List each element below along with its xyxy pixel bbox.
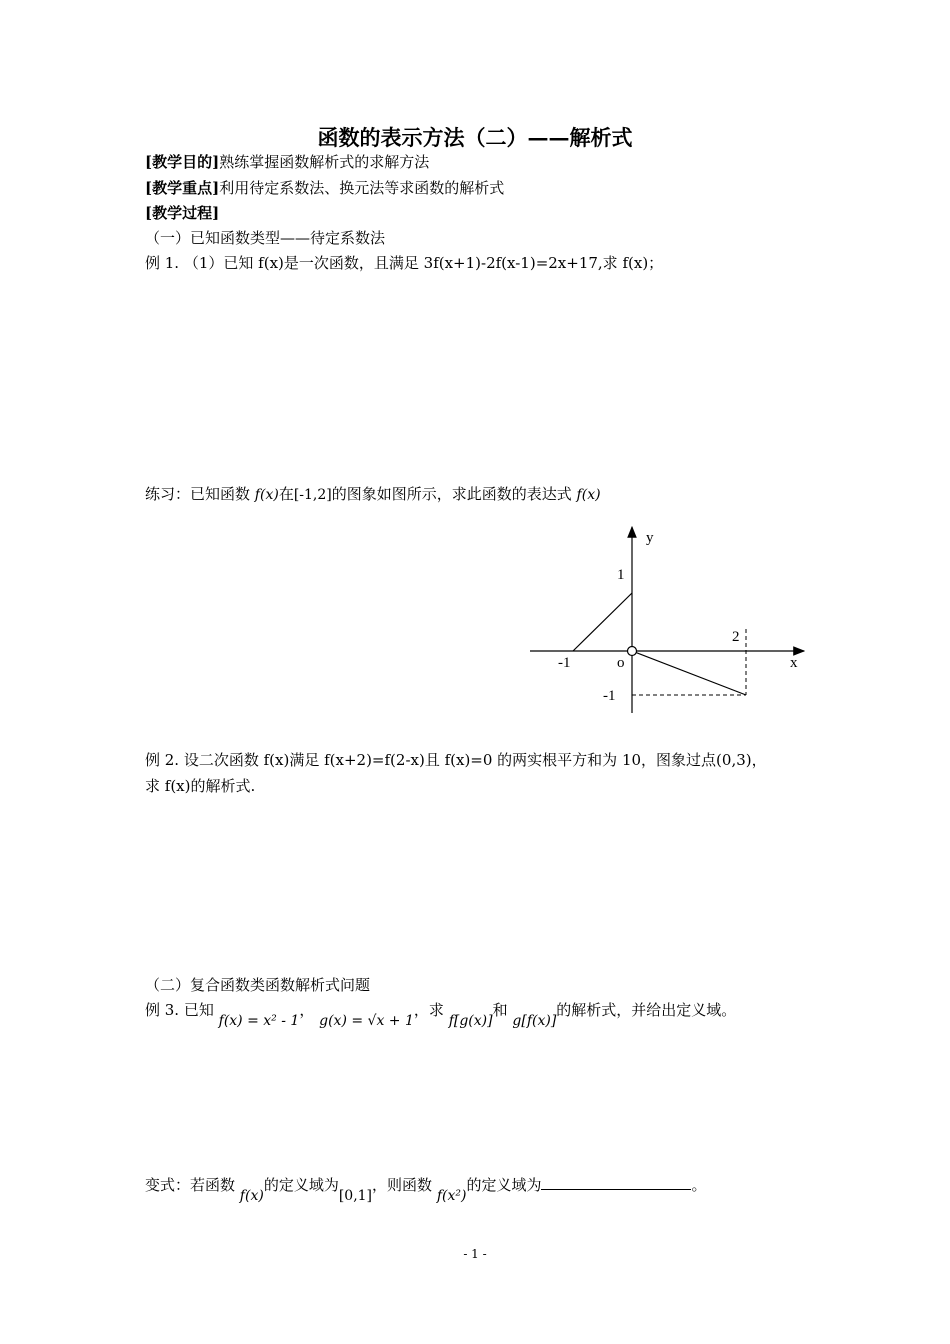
objective-text: 熟练掌握函数解析式的求解方法: [219, 153, 430, 171]
practice-suffix: 的图象如图所示，求此函数的表达式: [331, 485, 572, 503]
open-point-origin: [628, 647, 637, 656]
practice-fx: f(x): [254, 487, 279, 503]
example3-suffix: 的解析式，并给出定义域。: [556, 1001, 737, 1019]
practice-prefix: 练习：已知函数: [145, 485, 251, 503]
y-axis-label: y: [646, 530, 654, 546]
section2-heading: （二）复合函数类函数解析式问题: [145, 976, 371, 994]
variant-prefix: 变式：若函数: [145, 1176, 236, 1194]
tick-label-y1: 1: [617, 567, 625, 583]
example3-and: 和: [492, 1001, 508, 1019]
answer-blank[interactable]: [541, 1175, 691, 1190]
variant-line: [145, 1175, 707, 1204]
origin-label: o: [617, 655, 625, 671]
variant-fx: f(x): [239, 1188, 264, 1204]
example2-line2: 求 f(x)的解析式.: [145, 777, 256, 795]
key-points-text: 利用待定系数法、换元法等求函数的解析式: [219, 179, 505, 197]
objective-label: [教学目的]: [145, 153, 220, 171]
tick-label-x2: 2: [732, 629, 740, 645]
tick-label-xm1: -1: [558, 655, 571, 671]
variant-end: 。: [691, 1176, 707, 1194]
example3-g-def: g(x) = √x + 1: [319, 1013, 414, 1029]
example3-ask: ，求: [413, 1001, 444, 1019]
segment-left: [573, 593, 632, 651]
variant-fx2: f(x²): [436, 1188, 467, 1204]
practice-fx2: f(x): [576, 487, 601, 503]
function-graph: [520, 515, 820, 720]
page-title: 函数的表示方法（二）——解析式: [317, 125, 633, 150]
practice-interval: [-1,2]: [293, 487, 332, 503]
section1-heading: （一）已知函数类型——待定系数法: [145, 229, 386, 247]
x-axis-label: x: [790, 655, 798, 671]
example2-line1: 例 2. 设二次函数 f(x)满足 f(x+2)=f(2-x)且 f(x)=0 的两实根平方和为 10，图象过点(0,3)，: [145, 751, 767, 769]
example3-gf: g[f(x)]: [512, 1013, 557, 1029]
variant-mid1: 的定义域为: [263, 1176, 339, 1194]
variant-domain: [0,1]: [338, 1188, 373, 1204]
segment-right: [632, 651, 746, 695]
variant-mid2: ，则函数: [372, 1176, 433, 1194]
objective-line: [145, 152, 429, 172]
tick-label-ym1: -1: [603, 688, 616, 704]
example3-f-def: f(x) = x² - 1: [218, 1013, 300, 1029]
key-points-label: [教学重点]: [145, 179, 220, 197]
example3-prefix: 例 3. 已知: [145, 1001, 214, 1019]
practice-mid: 在: [278, 485, 294, 503]
example1-text: 例 1. （1）已知 f(x)是一次函数，且满足 3f(x+1)-2f(x-1)=2x+17,求 f(x)；: [145, 254, 664, 272]
process-label: [教学过程]: [145, 204, 220, 222]
example3-line: [145, 1000, 737, 1029]
page-number: - 1 -: [463, 1247, 487, 1261]
example3-comma: ，: [299, 1001, 315, 1019]
variant-mid3: 的定义域为: [466, 1176, 542, 1194]
practice-line: [145, 484, 601, 505]
example3-fg: f[g(x)]: [448, 1013, 493, 1029]
key-points-line: [145, 178, 504, 198]
